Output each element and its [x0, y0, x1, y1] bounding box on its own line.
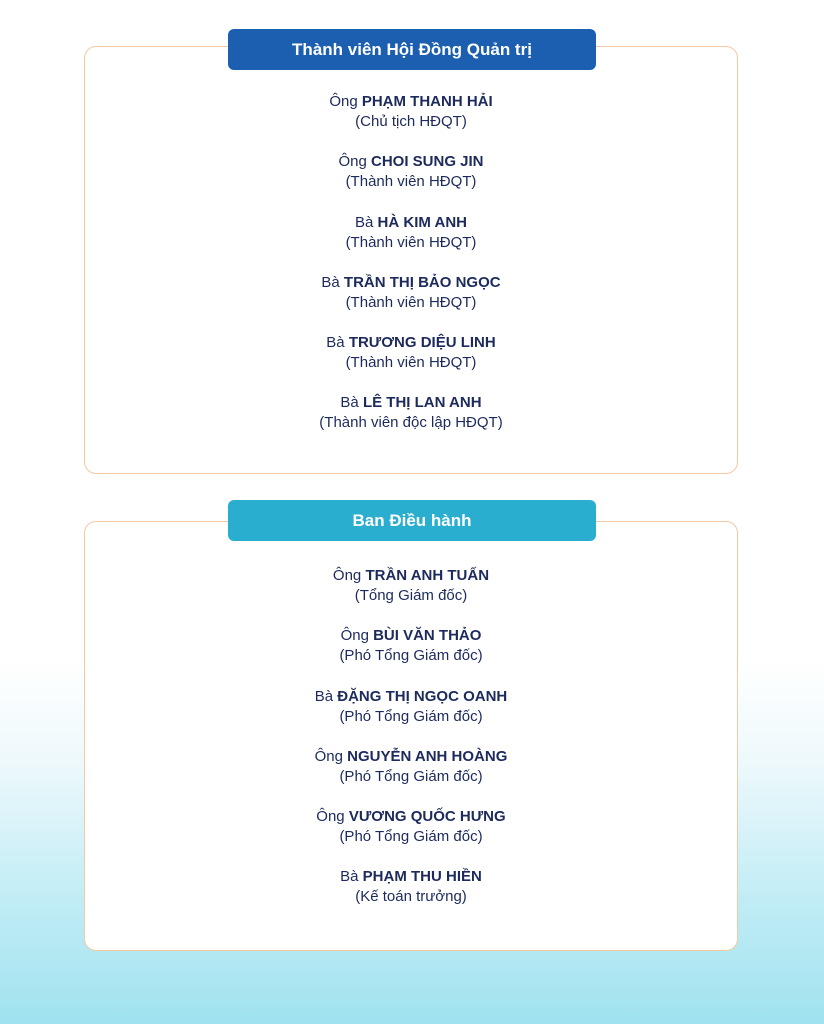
list-item: [84, 687, 738, 747]
list-item: [84, 393, 738, 453]
board-heading: Thành viên Hội Đồng Quản trị: [292, 39, 532, 59]
list-item: [84, 807, 738, 867]
member-honorific: Ông: [314, 747, 343, 765]
member-name-line: [84, 273, 738, 293]
member-role: (Phó Tổng Giám đốc): [339, 647, 483, 665]
member-name-line: [84, 867, 738, 887]
member-name: LÊ THỊ LAN ANH: [362, 394, 482, 412]
member-name: ĐẶNG THỊ NGỌC OANH: [337, 687, 508, 705]
member-name: NGUYỄN ANH HOÀNG: [347, 747, 508, 765]
list-item: [84, 152, 738, 212]
member-role: (Phó Tổng Giám đốc): [339, 707, 483, 725]
member-name: PHẠM THU HIỀN: [362, 868, 482, 886]
member-name-line: [84, 807, 738, 827]
board-section-header: [228, 29, 596, 70]
member-role: (Tổng Giám đốc): [354, 587, 468, 604]
member-role: (Thành viên HĐQT): [345, 293, 477, 311]
member-honorific: Bà: [340, 868, 359, 886]
member-role: (Thành viên HĐQT): [345, 173, 477, 191]
list-item: [84, 92, 738, 152]
member-honorific: Ông: [338, 153, 367, 171]
list-item: [84, 213, 738, 273]
member-role: (Thành viên độc lập HĐQT): [319, 414, 503, 432]
member-honorific: Bà: [321, 273, 340, 291]
member-name: VƯƠNG QUỐC HƯNG: [348, 808, 506, 826]
member-name: PHẠM THANH HẢI: [361, 93, 493, 110]
member-role: (Thành viên HĐQT): [345, 354, 477, 372]
member-name-line: [84, 213, 738, 233]
member-name: TRẦN ANH TUẤN: [365, 567, 490, 584]
list-item: [84, 867, 738, 927]
member-name-line: [84, 687, 738, 707]
member-name-line: [84, 333, 738, 353]
executive-heading: Ban Điều hành: [352, 510, 472, 530]
member-honorific: Bà: [340, 394, 359, 412]
list-item: [84, 333, 738, 393]
member-name-line: [84, 92, 738, 112]
member-role: (Thành viên HĐQT): [345, 233, 477, 251]
list-item: [84, 747, 738, 807]
member-honorific: Ông: [316, 808, 345, 826]
member-name: HÀ KIM ANH: [377, 213, 467, 231]
member-role: (Phó Tổng Giám đốc): [339, 767, 483, 785]
member-name: CHOI SUNG JIN: [371, 153, 484, 171]
member-name: TRẦN THỊ BẢO NGỌC: [343, 273, 501, 291]
list-item: [84, 566, 738, 626]
member-honorific: Bà: [314, 687, 334, 705]
member-honorific: Bà: [326, 334, 345, 352]
member-name-line: [84, 393, 738, 413]
board-member-list: [84, 92, 738, 454]
member-name-line: [84, 152, 738, 172]
member-role: (Phó Tổng Giám đốc): [339, 828, 483, 846]
list-item: [84, 626, 738, 686]
member-honorific: Bà: [355, 213, 374, 231]
member-name: TRƯƠNG DIỆU LINH: [348, 334, 496, 352]
member-honorific: Ông: [329, 93, 358, 110]
executive-member-list: [84, 566, 738, 928]
member-role: (Kế toán trưởng): [355, 888, 467, 906]
member-name-line: [84, 747, 738, 767]
member-name: BÙI VĂN THẢO: [373, 627, 482, 645]
member-honorific: Ông: [332, 567, 362, 584]
list-item: [84, 273, 738, 333]
member-honorific: Ông: [340, 627, 369, 645]
member-role: (Chủ tịch HĐQT): [355, 113, 467, 130]
executive-section-header: [228, 500, 596, 541]
member-name-line: [84, 566, 738, 586]
member-name-line: [84, 626, 738, 646]
